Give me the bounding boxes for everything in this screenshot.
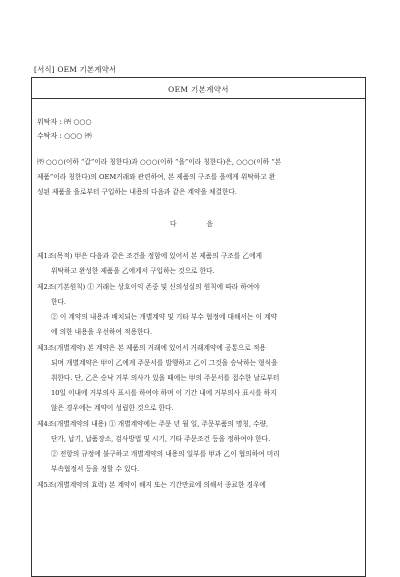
article-1-line: 제1조(목적) 甲은 다음과 같은 조건을 정함에 있어서 본 제품의 구조를 乙에게 [37,252,262,260]
preamble-line: 성된 제품을 을로부터 구입하는 내용의 다음과 같은 계약을 체결한다. [37,188,238,196]
preamble-line: 제품”이라 칭한다)의 OEM거래와 관련하여, 본 제품의 구조를 을에게 위탁하고 완 [37,173,276,181]
article-4-line: 단가, 납기, 납품장소, 검사방법 및 시기, 기타 주문조건 등을 정하여야 한다. [51,435,271,443]
article-3-line: 되며 개별계약은 甲이 乙에게 주문서를 발행하고 乙이 그것을 승낙하는 형식을 [51,359,278,367]
article-3-line: 취한다. 단, 乙은 승낙 거부 의사가 있을 때에는 甲의 주문서를 접수한 날로부터 [51,374,280,382]
article-2-line: 제2조(기본원칙) ① 거래는 상호이익 존중 및 신의성실의 원칙에 따라 하여야 [37,283,260,291]
article-4-line: 부속협정서 등을 정할 수 있다. [51,465,140,473]
contract-document [31,77,366,577]
article-4-line: ② 전항의 규정에 불구하고 개별계약의 내용의 일부를 甲과 乙이 협의하여 미리 [51,450,280,458]
article-4-line: 제4조(개별계약의 내용) ① 개별계약에는 주문 년 월 일, 주문부품의 명칭, 수량, [37,420,269,428]
preamble-line: ㈜ ○○○(이하 “갑”이라 칭한다)과 ○○○(이하 “을”이라 칭한다)은, ○○○(이하 “본 [37,158,282,166]
title-divider [32,98,365,99]
article-3-line: 제3조(개별계약) 본 계약은 본 제품의 거래에 있어서 거래계약에 공통으로 적용 [37,344,266,352]
article-5-line: 제5조(개별계약의 효력) 본 계약이 해지 또는 기간만료에 의해서 종료한 경우에 [37,481,266,489]
article-2-line: ② 이 계약의 내용과 배치되는 개별계약 및 기타 부수 협정에 대해서는 이 계약 [51,313,277,321]
article-3-line: 않은 경우에는 계약이 성립한 것으로 한다. [51,404,174,412]
document-title: OEM 기본계약서 [168,85,229,94]
form-label: [서식] OEM 기본계약서 [34,65,117,74]
trustee-line: 수탁자 : ○○○ ㈜ [37,132,92,140]
article-2-line: 한다. [51,298,67,306]
consignor-line: 위탁자 : ㈜ ○○○ [37,118,92,126]
article-3-line: 10일 이내에 거부의사 표시를 하여야 하며 이 기간 내에 거부의사 표시를 하지 [51,389,277,397]
article-1-line: 위탁하고 완성한 제품을 乙에게서 구입하는 것으로 한다. [51,267,215,275]
section-heading: 다 음 [169,220,228,228]
article-2-line: 에 의한 내용을 우선하여 적용한다. [51,328,153,336]
